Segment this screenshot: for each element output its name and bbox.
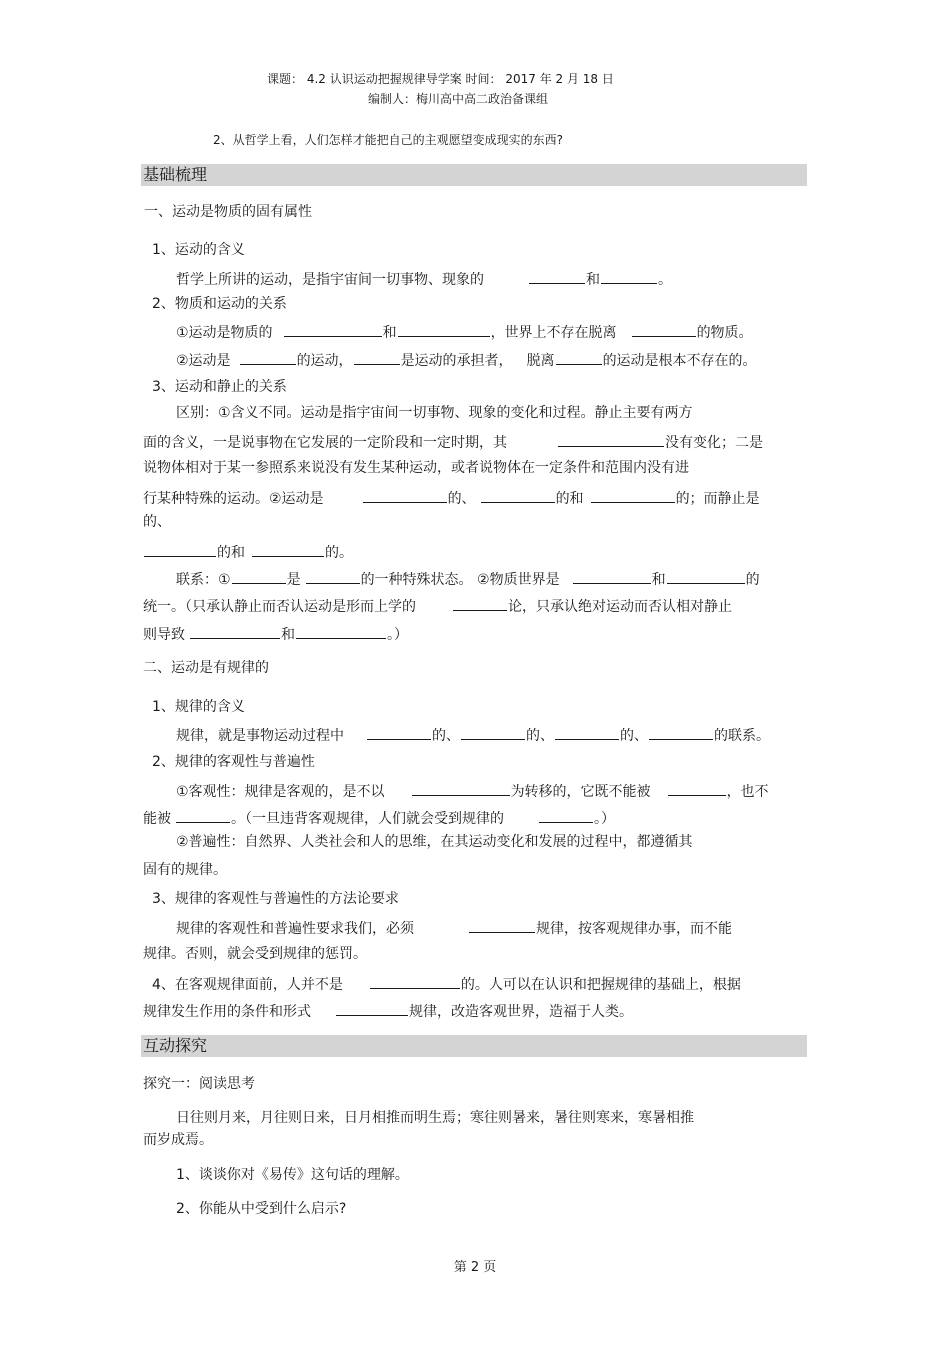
p2-s1-title: 1、规律的含义 [152, 699, 245, 715]
p2-s2-line2: 能被 。（一旦违背客观规律，人们就会受到规律的 。） [143, 807, 615, 828]
p1-s3-line3: 说物体相对于某一参照系来说没有发生某种运动，或者说物体在一定条件和范围内没有进 [143, 460, 689, 476]
part1-title: 一、运动是物质的固有属性 [144, 204, 312, 220]
part2-title: 二、运动是有规律的 [143, 660, 269, 676]
blank[interactable] [632, 321, 696, 337]
blank[interactable] [367, 724, 431, 740]
blank[interactable] [573, 568, 651, 584]
blank[interactable] [481, 487, 555, 503]
blank[interactable] [354, 349, 400, 365]
header-line-1: 课题： 4.2 认识运动把握规律导学案 时间： 2017 年 2 月 18 日 [267, 72, 614, 86]
blank[interactable] [370, 973, 460, 989]
blank[interactable] [240, 349, 296, 365]
p2-s3-title: 3、规律的客观性与普遍性的方法论要求 [152, 891, 399, 907]
blank[interactable] [336, 1000, 408, 1016]
blank[interactable] [176, 807, 230, 823]
blank[interactable] [190, 623, 280, 639]
explore-question-1: 1、谈谈你对《易传》这句话的理解。 [176, 1167, 409, 1183]
blank[interactable] [469, 917, 535, 933]
p2-s2-line1: ①客观性：规律是客观的，是不以 为转移的，它既不能被 ，也不 [176, 780, 769, 801]
page-number: 第 2 页 [453, 1260, 497, 1275]
p1-s3-line1: 区别：①含义不同。运动是指宇宙间一切事物、现象的变化和过程。静止主要有两方 [176, 405, 693, 421]
p1-s3-line4: 行某种特殊的运动。②运动是 的、 的和 的；而静止是 [143, 487, 760, 508]
p1-s3-line6: 的和 的。 [143, 541, 353, 562]
p2-s1-line: 规律，就是事物运动过程中 的、 的、 的、 的联系。 [176, 724, 770, 745]
p1-s3-line7: 联系：① 是 的一种特殊状态。 ②物质世界是 和 的 [176, 568, 760, 589]
blank[interactable] [412, 780, 510, 796]
section-heading-basics: 基础梳理 [141, 164, 807, 186]
p2-s2-line4: 固有的规律。 [143, 862, 227, 878]
blank[interactable] [529, 268, 585, 284]
blank[interactable] [556, 349, 602, 365]
blank[interactable] [144, 541, 216, 557]
p2-s4-line2: 规律发生作用的条件和形式 规律，改造客观世界，造福于人类。 [143, 1000, 633, 1021]
blank[interactable] [363, 487, 447, 503]
p1-s3-line5: 的、 [143, 514, 171, 530]
intro-question-2: 2、从哲学上看，人们怎样才能把自己的主观愿望变成现实的东西? [213, 133, 564, 147]
explore-title: 探究一：阅读思考 [143, 1076, 255, 1092]
blank[interactable] [555, 724, 619, 740]
blank[interactable] [558, 431, 664, 447]
explore-paragraph-line2: 而岁成焉。 [143, 1132, 213, 1148]
blank[interactable] [668, 780, 726, 796]
p2-s2-line3: ②普遍性：自然界、人类社会和人的思维，在其运动变化和发展的过程中，都遵循其 [176, 834, 693, 850]
blank[interactable] [461, 724, 525, 740]
p2-s2-title: 2、规律的客观性与普遍性 [152, 754, 315, 770]
p2-s3-line2: 规律。否则，就会受到规律的惩罚。 [143, 946, 367, 962]
p1-s3-line9: 则导致 和 。） [143, 623, 408, 644]
blank[interactable] [296, 623, 386, 639]
blank[interactable] [284, 321, 382, 337]
blank[interactable] [601, 268, 657, 284]
blank[interactable] [649, 724, 713, 740]
p1-s2-line2: ②运动是 的运动， 是运动的承担者， 脱离 的运动是根本不存在的。 [176, 349, 757, 370]
blank[interactable] [667, 568, 745, 584]
p1-s1-title: 1、运动的含义 [152, 242, 245, 258]
blank[interactable] [398, 321, 490, 337]
explore-paragraph-line1: 日往则月来，月往则日来，日月相推而明生焉；寒往则暑来，暑往则寒来，寒暑相推 [176, 1110, 694, 1126]
p2-s3-line1: 规律的客观性和普遍性要求我们，必须 规律，按客观规律办事，而不能 [176, 917, 732, 938]
blank[interactable] [539, 807, 593, 823]
blank[interactable] [306, 568, 360, 584]
p1-s3-line8: 统一。（只承认静止而否认运动是形而上学的 论，只承认绝对运动而否认相对静止 [143, 595, 732, 616]
explore-question-2: 2、你能从中受到什么启示? [176, 1201, 347, 1217]
blank[interactable] [252, 541, 324, 557]
p1-s3-line2: 面的含义，一是说事物在它发展的一定阶段和一定时期，其 没有变化；二是 [143, 431, 763, 452]
blank[interactable] [453, 595, 507, 611]
blank[interactable] [591, 487, 675, 503]
p1-s3-title: 3、运动和静止的关系 [152, 379, 287, 395]
blank[interactable] [232, 568, 286, 584]
header-line-2: 编制人：梅川高中高二政治备课组 [368, 92, 549, 106]
p1-s2-line1: ①运动是物质的 和 ，世界上不存在脱离 的物质。 [176, 321, 753, 342]
section-heading-explore: 互动探究 [141, 1035, 807, 1057]
p1-s2-title: 2、物质和运动的关系 [152, 296, 287, 312]
p1-s1-line: 哲学上所讲的运动，是指宇宙间一切事物、现象的 和 。 [176, 268, 672, 289]
p2-s4-line1: 4、在客观规律面前，人并不是 的。人可以在认识和把握规律的基础上，根据 [152, 973, 741, 994]
